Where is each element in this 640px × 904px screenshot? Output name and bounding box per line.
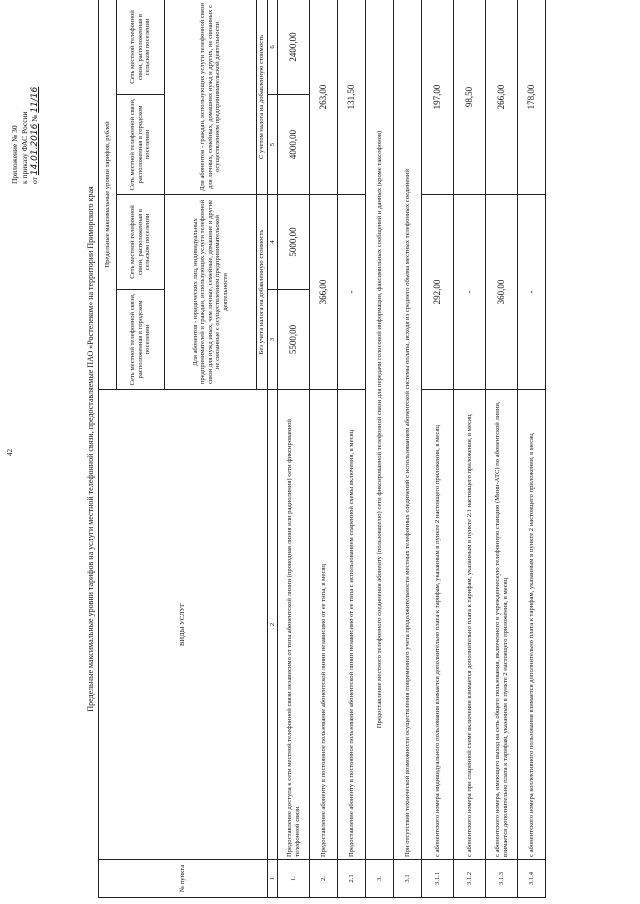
value-citizens: 178,00 bbox=[518, 0, 546, 195]
header-rural-citizens: Сеть местной телефонной связи, расположенная в сельском поселении bbox=[117, 0, 165, 95]
row-number: 3.1.3 bbox=[486, 860, 518, 898]
tariff-table bbox=[98, 0, 546, 898]
value-citizens: 98,50 bbox=[454, 0, 486, 195]
table-row bbox=[518, 0, 546, 898]
table-row bbox=[394, 0, 422, 898]
header-rural-legal: Сеть местной телефонной связи, расположенная в сельском поселении bbox=[117, 195, 165, 290]
value-citizens: 131,50 bbox=[338, 0, 366, 195]
row-number: 3.1.1 bbox=[422, 860, 454, 898]
row-description: Предоставление абоненту в постоянное пользование абонентской линии независимо от ее типа с использованием спаренной схемы включения, в месяц bbox=[338, 390, 366, 860]
table-row bbox=[310, 0, 338, 898]
row-number: 2. bbox=[310, 860, 338, 898]
row-description: с абонентского номера, имеющего выход на сеть общего пользования, включенного в учрежденческую телефонную станцию (Мини-АТС) по абонентской линии, взимается дополнительно плата к тарифам, указанным в пункте 2 настоящего приложения, в месяц bbox=[486, 390, 518, 860]
number-prefix: № bbox=[30, 114, 39, 122]
value-citizens: 197,00 bbox=[422, 0, 454, 195]
table-row bbox=[486, 0, 518, 898]
header-vat-with: С учетом налога на добавленную стоимость bbox=[257, 0, 268, 195]
value-legal: - bbox=[338, 195, 366, 390]
header-group-citizens: Для абонентов - граждан, использующих услуги телефонной связи для личных, семейных, домашних нужд и других, не связанных с осуществлением предпринимательской деятельности bbox=[165, 0, 257, 195]
header-vat-without: Без учета налога на добавленную стоимость bbox=[257, 195, 268, 390]
column-index: 2 bbox=[267, 390, 278, 860]
row-description: с абонентского номера индивидуального пользования взимается дополнительно плата к тарифам, указанным в пункте 2 настоящего приложения, в месяц bbox=[422, 390, 454, 860]
value-urban-legal: 5500,00 bbox=[278, 290, 310, 390]
row-section-heading: Предоставление местного телефонного соединения абоненту (пользователю) сети фиксированной телефонной связи для передачи голосовой информации, факсимильных сообщений и данных (кроме таксофонов) bbox=[366, 0, 394, 860]
value-legal: 360,00 bbox=[486, 195, 518, 390]
value-rural-citizens: 2400,00 bbox=[278, 0, 310, 95]
row-description: с абонентского номера коллективного пользования взимается дополнительно плата к тарифам, указанным в пункте 2 настоящего приложения, в месяц bbox=[518, 390, 546, 860]
page-number: 42 bbox=[6, 449, 14, 456]
row-number: 3.1.2 bbox=[454, 860, 486, 898]
row-section-heading: При отсутствии технической возможности осуществления повременного учета продолжительности местных телефонных соединений с использованием абонентской системы оплаты, исходя из среднего объема местных телефонных соединений bbox=[394, 0, 422, 860]
header-urban-citizens: Сеть местной телефонной связи, расположенная в городском поселении bbox=[117, 95, 165, 195]
order-date: 14.01.2016 bbox=[30, 123, 40, 176]
table-row bbox=[338, 0, 366, 898]
row-number: 3.1 bbox=[394, 860, 422, 898]
column-index: 6 bbox=[267, 0, 278, 95]
value-citizens: 266,00 bbox=[486, 0, 518, 195]
table-row bbox=[422, 0, 454, 898]
header-urban-legal: Сеть местной телефонной связи, расположенная в городском поселении bbox=[117, 290, 165, 390]
table-row bbox=[278, 0, 310, 898]
date-prefix: от bbox=[30, 177, 39, 184]
appendix-label: Приложение № 30 bbox=[10, 125, 19, 184]
table-row bbox=[454, 0, 486, 898]
row-description: Предоставление абоненту в постоянное пользование абонентской линии независимо от ее типа, в месяц bbox=[310, 390, 338, 860]
row-number: 1. bbox=[278, 860, 310, 898]
value-legal: 366,00 bbox=[310, 195, 338, 390]
row-description: с абонентского номера при спаренной схеме включения взимается дополнительно плата к тарифам, указанным в пункте 2.1 настоящего приложения, в месяц bbox=[454, 390, 486, 860]
column-index: 4 bbox=[267, 195, 278, 290]
value-citizens: 263,00 bbox=[310, 0, 338, 195]
header-levels: Предельные максимальные уровни тарифов, рублей bbox=[99, 0, 117, 390]
header-services: ВИДЫ УСЛУГ bbox=[99, 390, 268, 860]
table-row bbox=[366, 0, 394, 898]
value-legal: 292,00 bbox=[422, 195, 454, 390]
value-legal: - bbox=[518, 195, 546, 390]
row-number: 3. bbox=[366, 860, 394, 898]
header-no: № пункта bbox=[99, 860, 268, 898]
document-title: Предельные максимальные уровни тарифов на услуги местной телефонной связи, предоставляемые ПАО «Ростелеком» на территории Приморского края bbox=[86, 186, 95, 712]
row-number: 3.1.4 bbox=[518, 860, 546, 898]
value-legal: - bbox=[454, 195, 486, 390]
value-urban-citizens: 4000,00 bbox=[278, 95, 310, 195]
column-index: 5 bbox=[267, 95, 278, 195]
column-index: 1 bbox=[267, 860, 278, 898]
row-number: 2.1 bbox=[338, 860, 366, 898]
header-group-legal: Для абонентов - юридических лиц, индивидуальных предпринимателей и граждан, использующих услуги телефонной связи для нужд иных, чем личные, семейные, домашние и другие не связанные с осуществлением предпринимательской деятельности bbox=[165, 195, 257, 390]
order-number: 11/16 bbox=[30, 86, 40, 113]
row-description: Предоставление доступа к сети местной телефонной связи независимо от типа абонентской линии (проводная линия или радиолиния) сети фиксированной телефонной связи bbox=[278, 390, 310, 860]
order-date-line bbox=[30, 4, 40, 184]
value-rural-legal: 5000,00 bbox=[278, 195, 310, 290]
order-line: к приказу ФАС России bbox=[20, 111, 29, 184]
column-index: 3 bbox=[267, 290, 278, 390]
